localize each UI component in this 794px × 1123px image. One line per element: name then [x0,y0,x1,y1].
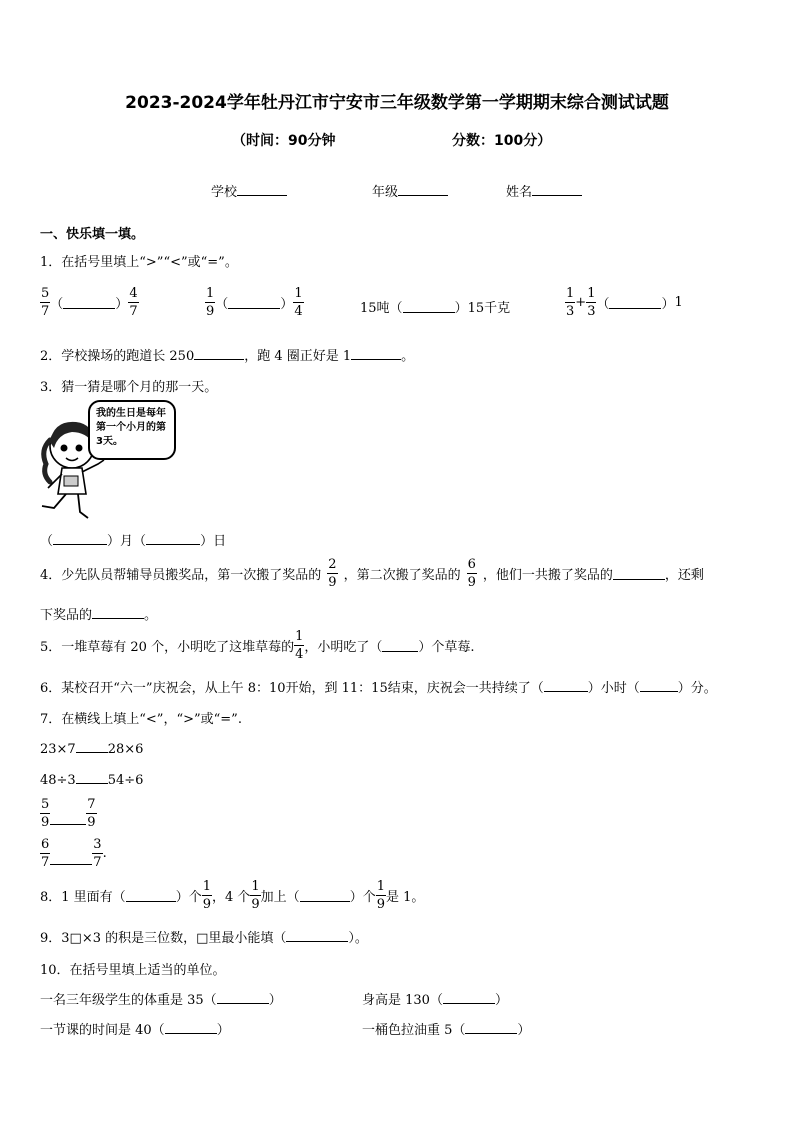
q10-item-1: 一名三年级学生的体重是 35（ ） [40,993,282,1008]
answer-blank[interactable] [351,347,401,360]
answer-blank[interactable] [217,991,269,1004]
fraction: $\frac{2}{9}$ [328,557,337,590]
answer-blank[interactable] [53,532,107,545]
answer-blank[interactable] [640,679,678,692]
answer-blank[interactable] [403,300,455,313]
q7-row-4: $\frac{6}{7}$ $\frac{3}{7}$ . [41,837,107,870]
question-2: 2．学校操场的跑道长 250 ，跑 4 圈正好是 1 。 [40,349,415,364]
question-9: 9．3□×3 的积是三位数，□里最小能填（ ）。 [40,931,368,946]
grade-field[interactable]: 年级 [372,181,448,200]
fraction: $\frac{1}{4}$ [295,629,304,662]
answer-blank[interactable] [92,606,144,619]
answer-blank[interactable] [286,929,348,942]
total-score: 分数：100分） [452,133,552,149]
answer-blank[interactable] [613,567,665,580]
fraction: $\frac{5}{7}$ [41,286,50,319]
answer-blank[interactable] [228,296,280,309]
q1-item-3: 15吨 （ ） 15千克 [360,301,511,316]
fraction: $\frac{5}{9}$ [41,797,50,830]
q7-row-3 [40,798,97,829]
fraction: $\frac{6}{7}$ [41,837,50,870]
fraction: $\frac{1}{4}$ [294,286,303,319]
answer-blank[interactable] [194,347,244,360]
answer-blank[interactable] [443,991,495,1004]
answer-blank[interactable] [63,296,115,309]
q10-item-2: 身高是 130（ ） [362,993,508,1008]
q1-item-2: $\frac{1}{9}$ （ ） $\frac{1}{4}$ [206,286,303,319]
answer-blank[interactable] [382,639,418,652]
school-field[interactable]: 学校 [211,181,287,200]
question-8: 8．1 里面有（ ）个 $\frac{1}{9}$ ，4 个 $\frac{1}{9}$ 加上（ ）个 $\frac{1}{9}$ 是 1。 [40,879,425,912]
q10-item-3: 一节课的时间是 40（ ） [40,1023,230,1038]
fraction: $\frac{1}{3}$ [587,286,596,319]
answer-blank[interactable] [76,771,108,784]
answer-blank[interactable] [50,852,92,865]
page-title: 2023-2024学年牡丹江市宁安市三年级数学第一学期期末综合测试试题 [125,93,669,113]
question-4-line-1: 4．少先队员帮辅导员搬奖品，第一次搬了奖品的 $\frac{2}{9}$ ，第二次搬了奖品的 $\frac{6}{9}$ ，他们一共搬了奖品的 ，还剩 [40,557,704,590]
question-6: 6．某校召开“六一”庆祝会，从上午 8：10开始，到 11：15结束，庆祝会一共持续了（ ）小时（ ）分。 [40,681,717,696]
question-3-answer: （ ）月（ ）日 [40,534,227,549]
speech-bubble-text: 我的生日是每年第一个小月的第3天。 [96,408,166,447]
q7-row-1: 23×7 28×6 [40,742,144,757]
fraction: $\frac{1}{9}$ [251,879,260,912]
answer-blank[interactable] [165,1021,217,1034]
answer-blank[interactable] [544,679,588,692]
answer-blank[interactable] [300,889,350,902]
question-10-text: 10．在括号里填上适当的单位。 [40,963,226,978]
q1-item-4: $\frac{1}{3}$ + $\frac{1}{3}$ （ ） 1 [566,286,683,319]
fraction: $\frac{1}{9}$ [202,879,211,912]
answer-blank[interactable] [146,532,200,545]
answer-blank[interactable] [76,740,108,753]
section-heading: 一、快乐填一填。 [40,227,145,242]
fraction: $\frac{7}{9}$ [87,797,96,830]
name-field[interactable]: 姓名 [506,181,582,200]
fraction: $\frac{4}{7}$ [129,286,138,319]
fraction: $\frac{1}{9}$ [206,286,215,319]
answer-blank[interactable] [126,889,176,902]
fraction: $\frac{1}{9}$ [376,879,385,912]
q10-item-4: 一桶色拉油重 5（ ） [362,1023,531,1038]
time-limit: （时间：90分钟 [232,133,336,149]
q7-row-2: 48÷3 54÷6 [40,773,144,788]
answer-blank[interactable] [465,1021,517,1034]
question-5: 5．一堆草莓有 20 个，小明吃了这堆草莓的 $\frac{1}{4}$ ，小明吃了（ ）个草莓. [40,629,475,662]
question-7-text: 7．在横线上填上“<”，“>”或“=”. [40,712,242,727]
answer-blank[interactable] [50,812,86,825]
question-4-line-2: 下奖品的 。 [40,608,158,623]
fraction: $\frac{1}{3}$ [566,286,575,319]
question-1-text: 1．在括号里填上“>”“<”或“=”。 [40,255,238,270]
fraction: $\frac{3}{7}$ [93,837,102,870]
question-3-text: 3．猜一猜是哪个月的那一天。 [40,380,218,395]
answer-blank[interactable] [609,296,661,309]
fraction: $\frac{6}{9}$ [467,557,476,590]
q1-item-1: $\frac{5}{7}$ （ ） $\frac{4}{7}$ [41,286,138,319]
